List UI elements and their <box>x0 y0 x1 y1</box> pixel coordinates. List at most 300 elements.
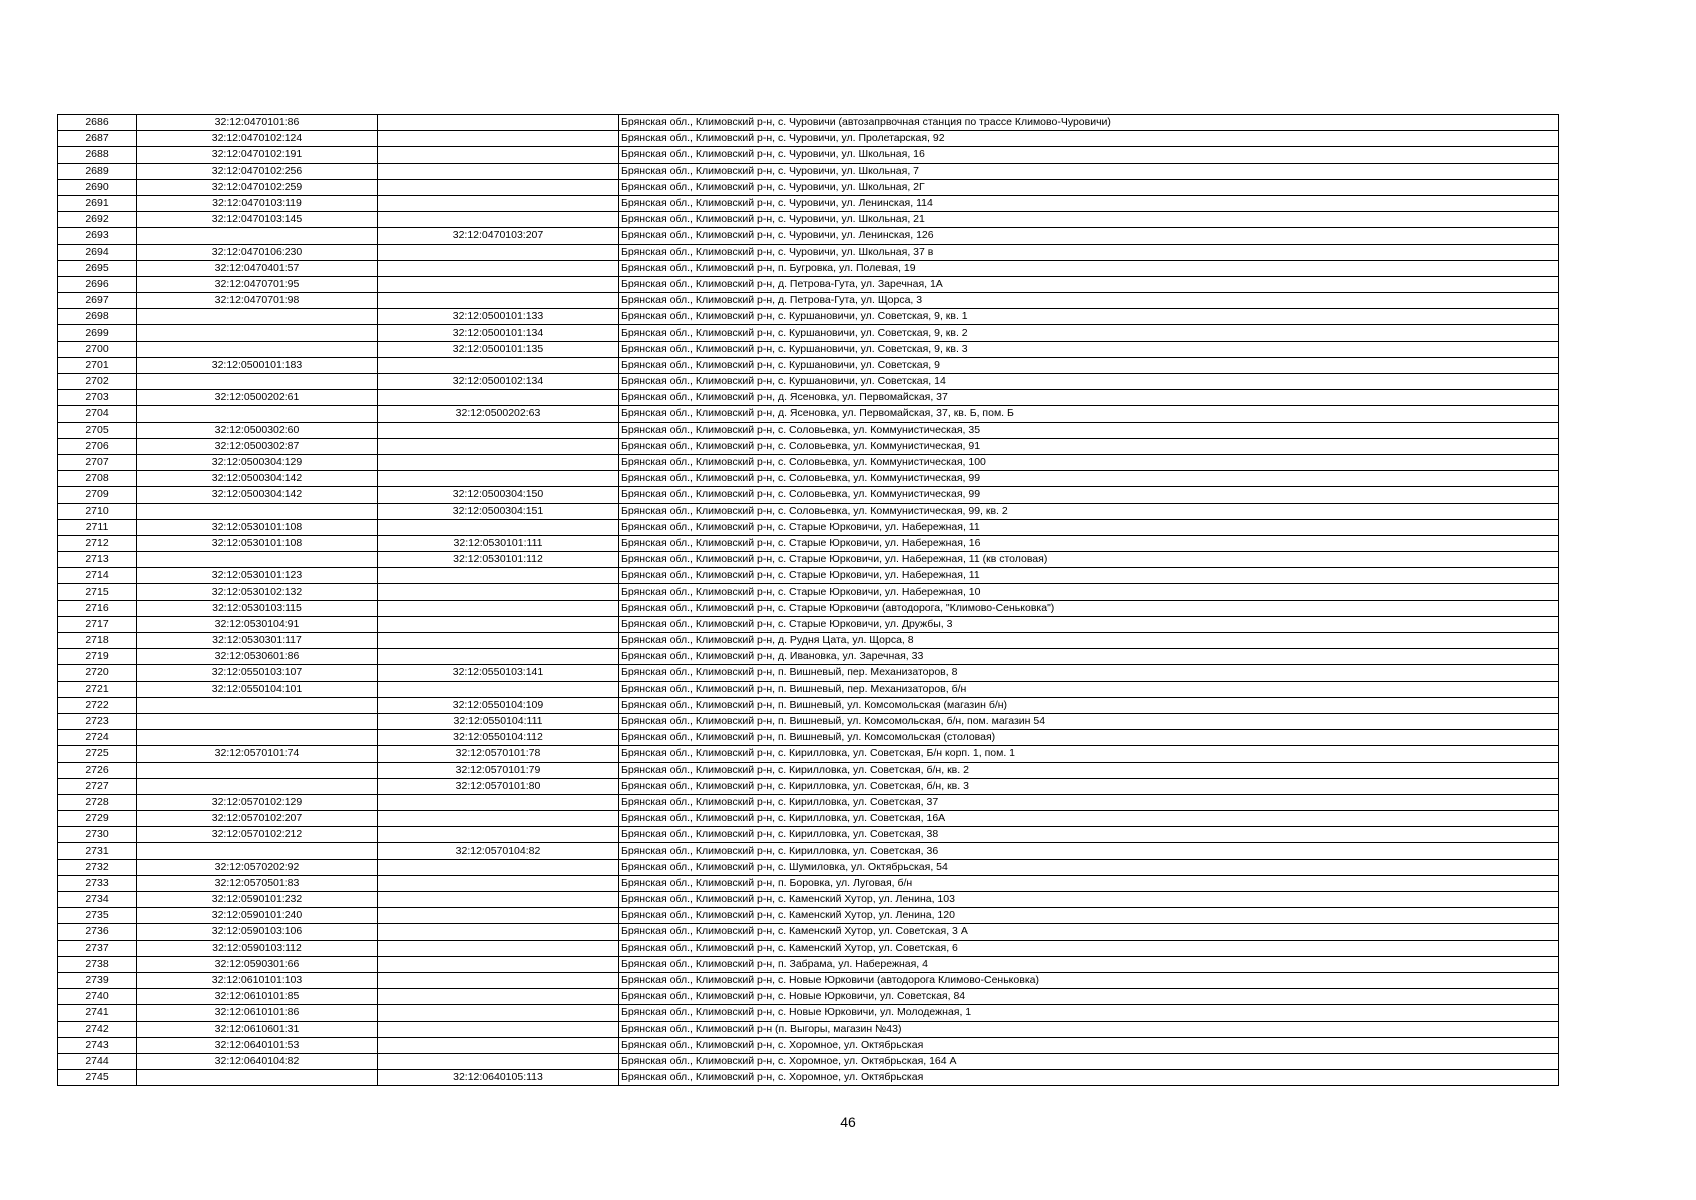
row-number-cell: 2745 <box>58 1070 137 1086</box>
address-cell: Брянская обл., Климовский р-н, с. Старые Юрковичи, ул. Набережная, 16 <box>619 535 1559 551</box>
cadastral-number-cell: 32:12:0550103:107 <box>137 665 378 681</box>
cadastral-number-2-cell <box>378 616 619 632</box>
row-number-cell: 2736 <box>58 924 137 940</box>
table-row <box>58 697 1559 713</box>
table-row <box>58 390 1559 406</box>
cadastral-number-cell: 32:12:0570102:212 <box>137 827 378 843</box>
row-number-cell: 2710 <box>58 503 137 519</box>
table-row <box>58 503 1559 519</box>
table-row <box>58 115 1559 131</box>
row-number-cell: 2687 <box>58 131 137 147</box>
address-cell: Брянская обл., Климовский р-н, п. Вишневый, ул. Комсомольская, б/н, пом. магазин 54 <box>619 713 1559 729</box>
cadastral-number-2-cell <box>378 989 619 1005</box>
row-number-cell: 2723 <box>58 713 137 729</box>
cadastral-number-cell: 32:12:0470101:86 <box>137 115 378 131</box>
cadastral-number-2-cell: 32:12:0570101:79 <box>378 762 619 778</box>
row-number-cell: 2727 <box>58 778 137 794</box>
table-body <box>58 115 1559 1086</box>
table-row <box>58 633 1559 649</box>
cadastral-number-cell: 32:12:0470701:95 <box>137 276 378 292</box>
table-row <box>58 600 1559 616</box>
cadastral-number-cell: 32:12:0590101:232 <box>137 892 378 908</box>
address-cell: Брянская обл., Климовский р-н, с. Кирилловка, ул. Советская, б/н, кв. 2 <box>619 762 1559 778</box>
row-number-cell: 2715 <box>58 584 137 600</box>
table-row <box>58 762 1559 778</box>
cadastral-number-2-cell <box>378 357 619 373</box>
address-cell: Брянская обл., Климовский р-н, с. Чуровичи, ул. Школьная, 7 <box>619 163 1559 179</box>
row-number-cell: 2689 <box>58 163 137 179</box>
table-row <box>58 892 1559 908</box>
cadastral-number-cell: 32:12:0500304:142 <box>137 471 378 487</box>
table-row <box>58 730 1559 746</box>
cadastral-number-cell: 32:12:0470401:57 <box>137 260 378 276</box>
cadastral-number-cell: 32:12:0640104:82 <box>137 1053 378 1069</box>
cadastral-number-cell: 32:12:0500302:87 <box>137 438 378 454</box>
table-row <box>58 552 1559 568</box>
table-row <box>58 794 1559 810</box>
table-row <box>58 1070 1559 1086</box>
cadastral-number-cell: 32:12:0610601:31 <box>137 1021 378 1037</box>
row-number-cell: 2706 <box>58 438 137 454</box>
table-row <box>58 422 1559 438</box>
cadastral-number-2-cell <box>378 260 619 276</box>
cadastral-number-2-cell: 32:12:0500304:150 <box>378 487 619 503</box>
cadastral-number-cell: 32:12:0530101:108 <box>137 535 378 551</box>
row-number-cell: 2720 <box>58 665 137 681</box>
table-row <box>58 746 1559 762</box>
cadastral-number-cell: 32:12:0610101:85 <box>137 989 378 1005</box>
address-cell: Брянская обл., Климовский р-н, д. Рудня Цата, ул. Щорса, 8 <box>619 633 1559 649</box>
row-number-cell: 2725 <box>58 746 137 762</box>
cadastral-number-2-cell: 32:12:0500101:133 <box>378 309 619 325</box>
address-cell: Брянская обл., Климовский р-н, с. Чуровичи, ул. Школьная, 16 <box>619 147 1559 163</box>
address-cell: Брянская обл., Климовский р-н, с. Кирилловка, ул. Советская, 36 <box>619 843 1559 859</box>
address-cell: Брянская обл., Климовский р-н, с. Старые Юрковичи, ул. Набережная, 11 (кв столовая) <box>619 552 1559 568</box>
cadastral-number-cell <box>137 503 378 519</box>
cadastral-number-2-cell <box>378 681 619 697</box>
table-row <box>58 649 1559 665</box>
address-cell: Брянская обл., Климовский р-н, с. Кирилловка, ул. Советская, б/н, кв. 3 <box>619 778 1559 794</box>
cadastral-number-2-cell <box>378 568 619 584</box>
row-number-cell: 2743 <box>58 1037 137 1053</box>
cadastral-number-cell: 32:12:0530101:123 <box>137 568 378 584</box>
table-row <box>58 228 1559 244</box>
cadastral-number-2-cell <box>378 859 619 875</box>
table-row <box>58 924 1559 940</box>
row-number-cell: 2734 <box>58 892 137 908</box>
address-cell: Брянская обл., Климовский р-н, с. Соловьевка, ул. Коммунистическая, 100 <box>619 454 1559 470</box>
address-cell: Брянская обл., Климовский р-н, с. Каменский Хутор, ул. Советская, 3 А <box>619 924 1559 940</box>
address-cell: Брянская обл., Климовский р-н, с. Хоромное, ул. Октябрьская <box>619 1037 1559 1053</box>
cadastral-number-cell: 32:12:0570501:83 <box>137 875 378 891</box>
address-cell: Брянская обл., Климовский р-н, п. Забрама, ул. Набережная, 4 <box>619 956 1559 972</box>
table-row <box>58 1053 1559 1069</box>
cadastral-number-cell <box>137 309 378 325</box>
page-number: 46 <box>840 1114 856 1130</box>
table-row <box>58 778 1559 794</box>
table-row <box>58 535 1559 551</box>
table-row <box>58 325 1559 341</box>
cadastral-number-cell <box>137 697 378 713</box>
cadastral-number-2-cell <box>378 600 619 616</box>
address-cell: Брянская обл., Климовский р-н, с. Куршановичи, ул. Советская, 9 <box>619 357 1559 373</box>
cadastral-number-cell: 32:12:0610101:86 <box>137 1005 378 1021</box>
address-cell: Брянская обл., Климовский р-н, с. Чуровичи, ул. Школьная, 37 в <box>619 244 1559 260</box>
cadastral-number-2-cell <box>378 633 619 649</box>
cadastral-number-cell: 32:12:0530104:91 <box>137 616 378 632</box>
cadastral-number-2-cell: 32:12:0570101:80 <box>378 778 619 794</box>
cadastral-number-cell: 32:12:0500304:142 <box>137 487 378 503</box>
cadastral-number-2-cell <box>378 875 619 891</box>
row-number-cell: 2729 <box>58 811 137 827</box>
table-row <box>58 908 1559 924</box>
cadastral-number-2-cell <box>378 438 619 454</box>
row-number-cell: 2721 <box>58 681 137 697</box>
cadastral-number-2-cell: 32:12:0550104:109 <box>378 697 619 713</box>
cadastral-number-cell: 32:12:0530601:86 <box>137 649 378 665</box>
cadastral-number-2-cell <box>378 956 619 972</box>
property-register-table <box>57 114 1559 1086</box>
cadastral-number-2-cell: 32:12:0500304:151 <box>378 503 619 519</box>
address-cell: Брянская обл., Климовский р-н, с. Кирилловка, ул. Советская, 38 <box>619 827 1559 843</box>
cadastral-number-cell: 32:12:0470106:230 <box>137 244 378 260</box>
address-cell: Брянская обл., Климовский р-н, п. Вишневый, ул. Комсомольская (столовая) <box>619 730 1559 746</box>
row-number-cell: 2694 <box>58 244 137 260</box>
address-cell: Брянская обл., Климовский р-н, п. Вишневый, пер. Механизаторов, б/н <box>619 681 1559 697</box>
cadastral-number-2-cell <box>378 115 619 131</box>
cadastral-number-2-cell: 32:12:0550103:141 <box>378 665 619 681</box>
cadastral-number-2-cell <box>378 390 619 406</box>
row-number-cell: 2704 <box>58 406 137 422</box>
cadastral-number-2-cell: 32:12:0500101:134 <box>378 325 619 341</box>
address-cell: Брянская обл., Климовский р-н, с. Хоромное, ул. Октябрьская, 164 А <box>619 1053 1559 1069</box>
address-cell: Брянская обл., Климовский р-н, с. Старые Юрковичи, ул. Набережная, 10 <box>619 584 1559 600</box>
address-cell: Брянская обл., Климовский р-н, п. Вишневый, ул. Комсомольская (магазин б/н) <box>619 697 1559 713</box>
row-number-cell: 2732 <box>58 859 137 875</box>
cadastral-number-cell: 32:12:0530101:108 <box>137 519 378 535</box>
address-cell: Брянская обл., Климовский р-н, с. Соловьевка, ул. Коммунистическая, 99 <box>619 471 1559 487</box>
table-row <box>58 454 1559 470</box>
row-number-cell: 2697 <box>58 293 137 309</box>
row-number-cell: 2733 <box>58 875 137 891</box>
table-row <box>58 131 1559 147</box>
cadastral-number-2-cell <box>378 519 619 535</box>
cadastral-number-cell: 32:12:0530103:115 <box>137 600 378 616</box>
row-number-cell: 2741 <box>58 1005 137 1021</box>
cadastral-number-2-cell <box>378 163 619 179</box>
table-row <box>58 665 1559 681</box>
address-cell: Брянская обл., Климовский р-н, с. Новые Юрковичи, ул. Молодежная, 1 <box>619 1005 1559 1021</box>
cadastral-number-cell: 32:12:0500302:60 <box>137 422 378 438</box>
table-row <box>58 859 1559 875</box>
table-row <box>58 616 1559 632</box>
table-row <box>58 357 1559 373</box>
address-cell: Брянская обл., Климовский р-н, с. Куршановичи, ул. Советская, 9, кв. 1 <box>619 309 1559 325</box>
address-cell: Брянская обл., Климовский р-н, д. Ясеновка, ул. Первомайская, 37, кв. Б, пом. Б <box>619 406 1559 422</box>
address-cell: Брянская обл., Климовский р-н, с. Кирилловка, ул. Советская, 37 <box>619 794 1559 810</box>
row-number-cell: 2708 <box>58 471 137 487</box>
address-cell: Брянская обл., Климовский р-н, с. Соловьевка, ул. Коммунистическая, 99, кв. 2 <box>619 503 1559 519</box>
address-cell: Брянская обл., Климовский р-н, с. Чуровичи, ул. Пролетарская, 92 <box>619 131 1559 147</box>
cadastral-number-cell <box>137 325 378 341</box>
cadastral-number-cell: 32:12:0470102:256 <box>137 163 378 179</box>
row-number-cell: 2711 <box>58 519 137 535</box>
row-number-cell: 2722 <box>58 697 137 713</box>
row-number-cell: 2742 <box>58 1021 137 1037</box>
table-row <box>58 1005 1559 1021</box>
cadastral-number-cell: 32:12:0530301:117 <box>137 633 378 649</box>
table-row <box>58 276 1559 292</box>
address-cell: Брянская обл., Климовский р-н, д. Ивановка, ул. Заречная, 33 <box>619 649 1559 665</box>
table-row <box>58 811 1559 827</box>
cadastral-number-cell: 32:12:0590103:112 <box>137 940 378 956</box>
address-cell: Брянская обл., Климовский р-н, д. Петрова-Гута, ул. Заречная, 1А <box>619 276 1559 292</box>
table-row <box>58 309 1559 325</box>
table-row <box>58 584 1559 600</box>
table-row <box>58 875 1559 891</box>
table-row <box>58 956 1559 972</box>
table-row <box>58 519 1559 535</box>
cadastral-number-2-cell: 32:12:0640105:113 <box>378 1070 619 1086</box>
address-cell: Брянская обл., Климовский р-н, с. Чуровичи (автозапрвочная станция по трассе Климово-Чуровичи) <box>619 115 1559 131</box>
cadastral-number-cell: 32:12:0500304:129 <box>137 454 378 470</box>
row-number-cell: 2696 <box>58 276 137 292</box>
cadastral-number-cell <box>137 778 378 794</box>
table-row <box>58 1021 1559 1037</box>
cadastral-number-cell <box>137 713 378 729</box>
cadastral-number-2-cell <box>378 892 619 908</box>
address-cell: Брянская обл., Климовский р-н, с. Старые Юрковичи, ул. Набережная, 11 <box>619 568 1559 584</box>
cadastral-number-2-cell: 32:12:0550104:112 <box>378 730 619 746</box>
address-cell: Брянская обл., Климовский р-н, с. Соловьевка, ул. Коммунистическая, 35 <box>619 422 1559 438</box>
row-number-cell: 2719 <box>58 649 137 665</box>
cadastral-number-2-cell <box>378 276 619 292</box>
address-cell: Брянская обл., Климовский р-н, д. Петрова-Гута, ул. Щорса, 3 <box>619 293 1559 309</box>
cadastral-number-2-cell: 32:12:0550104:111 <box>378 713 619 729</box>
cadastral-number-cell <box>137 374 378 390</box>
row-number-cell: 2690 <box>58 179 137 195</box>
address-cell: Брянская обл., Климовский р-н, п. Боровка, ул. Луговая, б/н <box>619 875 1559 891</box>
table-row <box>58 940 1559 956</box>
row-number-cell: 2688 <box>58 147 137 163</box>
cadastral-number-cell: 32:12:0590103:106 <box>137 924 378 940</box>
row-number-cell: 2691 <box>58 195 137 211</box>
row-number-cell: 2693 <box>58 228 137 244</box>
cadastral-number-cell: 32:12:0470102:191 <box>137 147 378 163</box>
cadastral-number-2-cell: 32:12:0530101:111 <box>378 535 619 551</box>
cadastral-number-2-cell <box>378 212 619 228</box>
table-row <box>58 406 1559 422</box>
cadastral-number-cell: 32:12:0570102:129 <box>137 794 378 810</box>
cadastral-number-2-cell <box>378 908 619 924</box>
cadastral-number-cell: 32:12:0570101:74 <box>137 746 378 762</box>
table-row <box>58 972 1559 988</box>
cadastral-number-cell <box>137 228 378 244</box>
cadastral-number-cell: 32:12:0470103:119 <box>137 195 378 211</box>
address-cell: Брянская обл., Климовский р-н (п. Выгоры, магазин №43) <box>619 1021 1559 1037</box>
address-cell: Брянская обл., Климовский р-н, с. Соловьевка, ул. Коммунистическая, 91 <box>619 438 1559 454</box>
cadastral-number-2-cell <box>378 471 619 487</box>
cadastral-number-cell: 32:12:0590101:240 <box>137 908 378 924</box>
address-cell: Брянская обл., Климовский р-н, с. Шумиловка, ул. Октябрьская, 54 <box>619 859 1559 875</box>
address-cell: Брянская обл., Климовский р-н, с. Хоромное, ул. Октябрьская <box>619 1070 1559 1086</box>
row-number-cell: 2686 <box>58 115 137 131</box>
cadastral-number-2-cell <box>378 454 619 470</box>
table-row <box>58 374 1559 390</box>
address-cell: Брянская обл., Климовский р-н, п. Бугровка, ул. Полевая, 19 <box>619 260 1559 276</box>
address-cell: Брянская обл., Климовский р-н, с. Кирилловка, ул. Советская, Б/н корп. 1, пом. 1 <box>619 746 1559 762</box>
row-number-cell: 2739 <box>58 972 137 988</box>
address-cell: Брянская обл., Климовский р-н, с. Соловьевка, ул. Коммунистическая, 99 <box>619 487 1559 503</box>
cadastral-number-cell: 32:12:0500202:61 <box>137 390 378 406</box>
row-number-cell: 2695 <box>58 260 137 276</box>
cadastral-number-2-cell <box>378 1021 619 1037</box>
row-number-cell: 2699 <box>58 325 137 341</box>
address-cell: Брянская обл., Климовский р-н, с. Чуровичи, ул. Ленинская, 126 <box>619 228 1559 244</box>
row-number-cell: 2713 <box>58 552 137 568</box>
table-row <box>58 713 1559 729</box>
row-number-cell: 2703 <box>58 390 137 406</box>
cadastral-number-cell: 32:12:0530102:132 <box>137 584 378 600</box>
cadastral-number-cell: 32:12:0570202:92 <box>137 859 378 875</box>
table-row <box>58 681 1559 697</box>
cadastral-number-cell <box>137 1070 378 1086</box>
cadastral-number-2-cell <box>378 147 619 163</box>
address-cell: Брянская обл., Климовский р-н, с. Старые Юрковичи, ул. Дружбы, 3 <box>619 616 1559 632</box>
cadastral-number-cell: 32:12:0470701:98 <box>137 293 378 309</box>
table-row <box>58 989 1559 1005</box>
row-number-cell: 2712 <box>58 535 137 551</box>
row-number-cell: 2700 <box>58 341 137 357</box>
address-cell: Брянская обл., Климовский р-н, с. Чуровичи, ул. Школьная, 2Г <box>619 179 1559 195</box>
cadastral-number-2-cell: 32:12:0570104:82 <box>378 843 619 859</box>
address-cell: Брянская обл., Климовский р-н, п. Вишневый, пер. Механизаторов, 8 <box>619 665 1559 681</box>
table-row <box>58 438 1559 454</box>
row-number-cell: 2726 <box>58 762 137 778</box>
address-cell: Брянская обл., Климовский р-н, с. Старые Юрковичи, ул. Набережная, 11 <box>619 519 1559 535</box>
row-number-cell: 2714 <box>58 568 137 584</box>
table-row <box>58 341 1559 357</box>
cadastral-number-2-cell <box>378 924 619 940</box>
table-row <box>58 487 1559 503</box>
row-number-cell: 2702 <box>58 374 137 390</box>
row-number-cell: 2705 <box>58 422 137 438</box>
address-cell: Брянская обл., Климовский р-н, с. Новые Юрковичи (автодорога Климово-Сеньковка) <box>619 972 1559 988</box>
cadastral-number-cell: 32:12:0640101:53 <box>137 1037 378 1053</box>
address-cell: Брянская обл., Климовский р-н, с. Каменский Хутор, ул. Ленина, 120 <box>619 908 1559 924</box>
cadastral-number-cell: 32:12:0590301:66 <box>137 956 378 972</box>
cadastral-number-cell <box>137 762 378 778</box>
address-cell: Брянская обл., Климовский р-н, с. Куршановичи, ул. Советская, 14 <box>619 374 1559 390</box>
row-number-cell: 2731 <box>58 843 137 859</box>
cadastral-number-2-cell: 32:12:0500202:63 <box>378 406 619 422</box>
address-cell: Брянская обл., Климовский р-н, с. Кирилловка, ул. Советская, 16А <box>619 811 1559 827</box>
table-row <box>58 212 1559 228</box>
cadastral-number-2-cell: 32:12:0570101:78 <box>378 746 619 762</box>
row-number-cell: 2707 <box>58 454 137 470</box>
cadastral-number-2-cell: 32:12:0530101:112 <box>378 552 619 568</box>
cadastral-number-2-cell <box>378 1037 619 1053</box>
address-cell: Брянская обл., Климовский р-н, с. Чуровичи, ул. Школьная, 21 <box>619 212 1559 228</box>
cadastral-number-2-cell <box>378 940 619 956</box>
cadastral-number-cell: 32:12:0500101:183 <box>137 357 378 373</box>
cadastral-number-cell: 32:12:0470103:145 <box>137 212 378 228</box>
address-cell: Брянская обл., Климовский р-н, с. Старые Юрковичи (автодорога, "Климово-Сеньковка") <box>619 600 1559 616</box>
cadastral-number-2-cell <box>378 195 619 211</box>
cadastral-number-2-cell <box>378 584 619 600</box>
address-cell: Брянская обл., Климовский р-н, с. Куршановичи, ул. Советская, 9, кв. 3 <box>619 341 1559 357</box>
table-row <box>58 293 1559 309</box>
cadastral-number-cell <box>137 843 378 859</box>
cadastral-number-2-cell <box>378 827 619 843</box>
row-number-cell: 2738 <box>58 956 137 972</box>
cadastral-number-2-cell <box>378 972 619 988</box>
table-row <box>58 260 1559 276</box>
cadastral-number-2-cell: 32:12:0500101:135 <box>378 341 619 357</box>
cadastral-number-2-cell <box>378 131 619 147</box>
cadastral-number-cell: 32:12:0550104:101 <box>137 681 378 697</box>
table-row <box>58 843 1559 859</box>
cadastral-number-2-cell <box>378 811 619 827</box>
cadastral-number-2-cell: 32:12:0500102:134 <box>378 374 619 390</box>
address-cell: Брянская обл., Климовский р-н, с. Чуровичи, ул. Ленинская, 114 <box>619 195 1559 211</box>
row-number-cell: 2718 <box>58 633 137 649</box>
cadastral-number-2-cell <box>378 179 619 195</box>
row-number-cell: 2730 <box>58 827 137 843</box>
cadastral-number-2-cell <box>378 794 619 810</box>
row-number-cell: 2744 <box>58 1053 137 1069</box>
row-number-cell: 2701 <box>58 357 137 373</box>
row-number-cell: 2716 <box>58 600 137 616</box>
table-row <box>58 827 1559 843</box>
table-row <box>58 568 1559 584</box>
row-number-cell: 2692 <box>58 212 137 228</box>
row-number-cell: 2709 <box>58 487 137 503</box>
table-row <box>58 179 1559 195</box>
table-row <box>58 195 1559 211</box>
table-row <box>58 1037 1559 1053</box>
cadastral-number-cell <box>137 552 378 568</box>
cadastral-number-2-cell <box>378 422 619 438</box>
row-number-cell: 2717 <box>58 616 137 632</box>
cadastral-number-cell: 32:12:0470102:124 <box>137 131 378 147</box>
row-number-cell: 2698 <box>58 309 137 325</box>
address-cell: Брянская обл., Климовский р-н, с. Новые Юрковичи, ул. Советская, 84 <box>619 989 1559 1005</box>
cadastral-number-2-cell: 32:12:0470103:207 <box>378 228 619 244</box>
table-row <box>58 147 1559 163</box>
row-number-cell: 2735 <box>58 908 137 924</box>
address-cell: Брянская обл., Климовский р-н, с. Куршановичи, ул. Советская, 9, кв. 2 <box>619 325 1559 341</box>
cadastral-number-cell <box>137 406 378 422</box>
cadastral-number-cell <box>137 730 378 746</box>
row-number-cell: 2728 <box>58 794 137 810</box>
row-number-cell: 2737 <box>58 940 137 956</box>
cadastral-number-2-cell <box>378 649 619 665</box>
row-number-cell: 2724 <box>58 730 137 746</box>
address-cell: Брянская обл., Климовский р-н, с. Каменский Хутор, ул. Ленина, 103 <box>619 892 1559 908</box>
cadastral-number-cell: 32:12:0470102:259 <box>137 179 378 195</box>
cadastral-number-2-cell <box>378 1053 619 1069</box>
cadastral-number-cell <box>137 341 378 357</box>
cadastral-number-cell: 32:12:0570102:207 <box>137 811 378 827</box>
table-row <box>58 471 1559 487</box>
cadastral-number-2-cell <box>378 244 619 260</box>
address-cell: Брянская обл., Климовский р-н, д. Ясеновка, ул. Первомайская, 37 <box>619 390 1559 406</box>
table-row <box>58 244 1559 260</box>
cadastral-number-2-cell <box>378 1005 619 1021</box>
cadastral-number-cell: 32:12:0610101:103 <box>137 972 378 988</box>
table-row <box>58 163 1559 179</box>
